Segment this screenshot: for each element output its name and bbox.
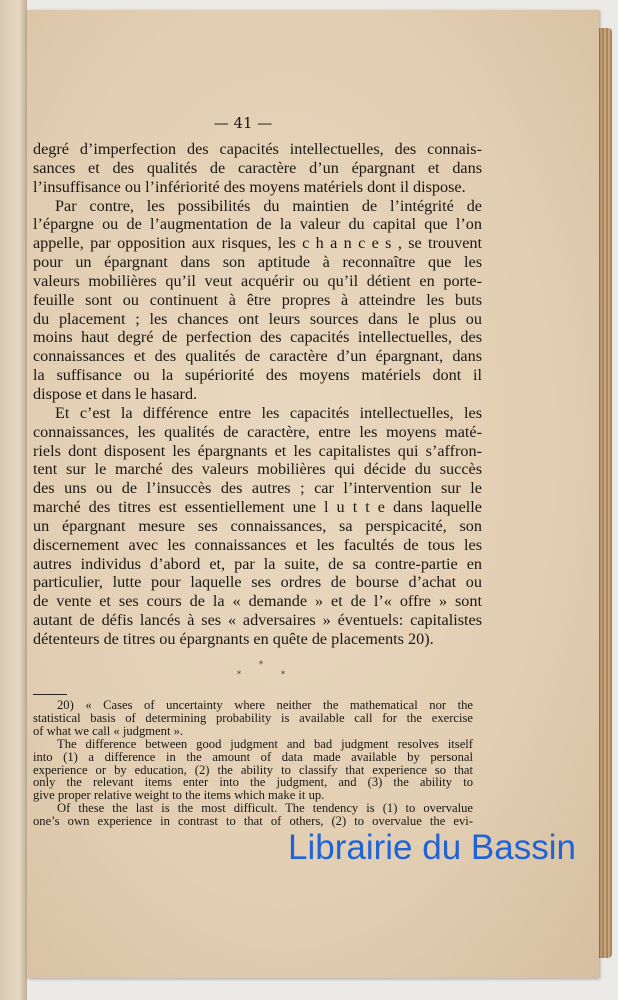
body-text: [33, 140, 482, 649]
footnote-line: statistical basis of determining probability is available call for the exercise: [33, 710, 473, 725]
body-paragraph: [33, 197, 482, 404]
body-line: feuille sont ou continuent à être propres à atteindre les buts: [33, 290, 482, 309]
footnote-line: The difference between good judgment and bad judgment resolves itself: [57, 736, 473, 751]
body-line: valeurs mobilières qu’il veut acquérir ou qu’il détient en porte-: [33, 271, 482, 290]
section-separator: [227, 660, 297, 682]
previous-page-edge: [0, 0, 27, 1000]
body-line: autant de défis lancés à ses « adversaires » éventuels: capitalistes: [33, 611, 482, 630]
footnote-line: experience or by education, (2) the ability to classify that experience so that: [33, 762, 473, 777]
body-line: tent sur le marché des valeurs mobilières qui décide du succès: [33, 460, 482, 479]
body-line: discernement avec les connaissances et les facultés de tous les: [33, 535, 482, 554]
body-line: appelle, par opposition aux risques, les c h a n c e s , se trouvent: [33, 234, 482, 253]
footnote: [33, 699, 473, 828]
footnote-paragraph: [33, 802, 473, 828]
body-line: connaissances et des qualités de caractère d’un épargnant, dans: [33, 347, 482, 366]
footnote-line: only the relevant items enter into the judgment, and (3) the ability to: [33, 775, 473, 790]
footnote-line: 20) « Cases of uncertainty where neither the mathematical nor the: [57, 698, 473, 712]
body-line: des uns ou de l’insuccès des autres ; car l’intervention sur le: [33, 479, 482, 498]
body-line: détenteurs de titres ou épargnants en quête de placements 20).: [33, 629, 434, 648]
body-line: marché des titres est essentiellement une l u t t e dans laquelle: [33, 498, 482, 517]
body-line: autres individus d’abord et, par la suite, de sa contre-partie en: [33, 554, 482, 573]
footnote-line: into (1) a difference in the amount of data made available by personal: [33, 749, 473, 764]
body-line: riels dont disposent les épargnants et les capitalistes qui s’affron-: [33, 441, 482, 460]
body-line: l’épargne ou de l’augmentation de la valeur du capital que l’on: [33, 215, 482, 234]
page-number: — 41 —: [213, 114, 273, 132]
body-line: sances et des qualités de caractère d’un épargnant et dans: [33, 158, 482, 177]
body-line: Et c’est la différence entre les capacités intellectuelles, les: [55, 403, 482, 422]
footnote-line: one’s own experience in contrast to that of others, (2) to overvalue the evi-: [33, 814, 473, 829]
footnote-rule: [33, 694, 67, 695]
body-paragraph: [33, 404, 482, 649]
body-line: Par contre, les possibilités du maintien de l’intégrité de: [55, 196, 482, 215]
body-line: la suffisance ou la supériorité des moyens matériels dont il: [33, 366, 482, 385]
body-paragraph: [33, 140, 482, 197]
star-glyph: *: [281, 670, 285, 679]
body-line: pour un épargnant dans son aptitude à reconnaître que les: [33, 253, 482, 272]
body-line: connaissances, les qualités de caractère, entre les moyens maté-: [33, 422, 482, 441]
body-line: du placement ; les chances ont leurs sources dans le plus ou: [33, 309, 482, 328]
footnote-paragraph: [33, 699, 473, 738]
footnote-line: of what we call « judgment ».: [33, 723, 184, 738]
footnote-line: give proper relative weight to the items which make it up.: [33, 788, 325, 803]
body-line: un épargnant mesure ses connaissances, sa perspicacité, son: [33, 516, 482, 535]
body-line: dispose et dans le hasard.: [33, 384, 198, 403]
footnote-line: Of these the last is the most difficult. The tendency is (1) to overvalue: [57, 801, 473, 816]
body-line: moins haut degré de perfection des capacités intellectuelles, des: [33, 328, 482, 347]
body-line: degré d’imperfection des capacités intellectuelles, des connais-: [33, 140, 482, 158]
star-glyph: *: [259, 660, 263, 669]
body-line: l’insuffisance ou l’infériorité des moyens matériels dont il dispose.: [33, 177, 466, 196]
footnote-paragraph: [33, 738, 473, 803]
body-line: de vente et ses cours de la « demande » et de l’« offre » sont: [33, 592, 482, 611]
body-line: particulier, lutte pour laquelle ses ordres de bourse d’achat ou: [33, 573, 482, 592]
watermark: Librairie du Bassin: [288, 828, 576, 867]
star-glyph: *: [237, 670, 241, 679]
